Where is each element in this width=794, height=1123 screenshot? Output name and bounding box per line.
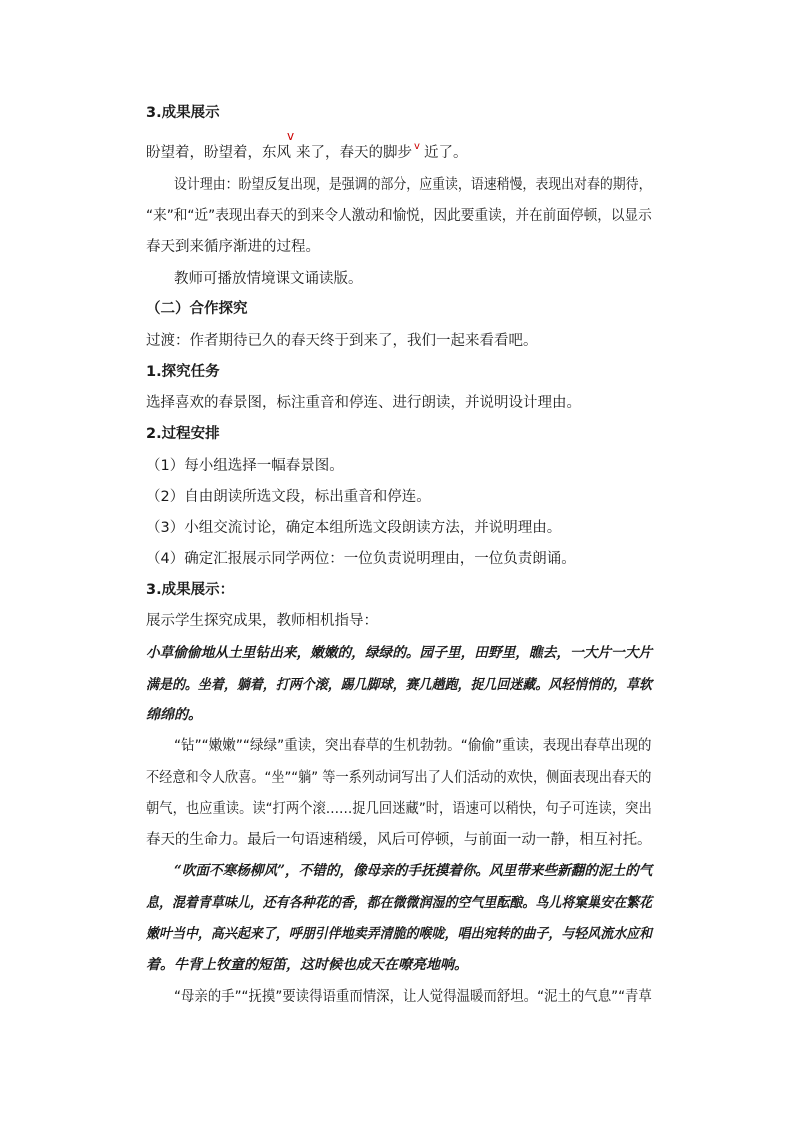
results-heading: 3.成果展示： — [146, 582, 235, 598]
sentence-part-a: 盼望着，盼望着，东风 — [146, 145, 291, 161]
analysis-line: 春天的生命力。最后一句语速稍缓，风后可停顿，与前面一动一静，相互衬托。 — [146, 832, 652, 848]
quote-text-line: 息，混着青草味儿，还有各种花的香，都在微微润湿的空气里酝酿。鸟儿将窠巢安在繁花 — [146, 895, 653, 911]
quote-text-line: “吹面不寒杨柳风”，不错的，像母亲的手抚摸着你。风里带来些新翻的泥土的气 — [174, 863, 653, 879]
analysis-line: “母亲的手”“抚摸”要读得语重而情深，让人觉得温暖而舒坦。“泥土的气息”“青草 — [174, 989, 652, 1005]
quote-text-line: 嫩叶当中，高兴起来了，呼朋引伴地卖弄清脆的喉咙，唱出宛转的曲子，与轻风流水应和 — [146, 926, 653, 942]
process-step: （2）自由朗读所选文段，标出重音和停连。 — [146, 489, 431, 505]
task-text: 选择喜欢的春景图，标注重音和停连、进行朗读，并说明设计理由。 — [146, 395, 581, 411]
analysis-line: “钻”“嫩嫩”“绿绿”重读，突出春草的生机勃勃。“偷偷”重读，表现出春草出现的 — [174, 738, 652, 754]
design-reason-line: 春天到来循序渐进的过程。 — [146, 239, 320, 255]
process-heading: 2.过程安排 — [146, 426, 220, 442]
results-intro: 展示学生探究成果，教师相机指导： — [146, 613, 378, 629]
section-heading-cooperative: （二）合作探究 — [146, 301, 248, 317]
process-step: （3）小组交流讨论，确定本组所选文段朗读方法，并说明理由。 — [146, 520, 562, 536]
task-heading: 1.探究任务 — [146, 364, 220, 380]
quote-text-line: 满是的。坐着，躺着，打两个滚，踢几脚球，赛几趟跑，捉几回迷藏。风轻悄悄的，草软 — [146, 677, 653, 693]
transition-text: 过渡：作者期待已久的春天终于到来了，我们一起来看看吧。 — [146, 333, 538, 349]
analysis-line: 朝气，也应重读。读“打两个滚……捉几回迷藏”时，语速可以稍快，句子可连读，突出 — [146, 801, 652, 817]
process-step: （1）每小组选择一幅春景图。 — [146, 458, 344, 474]
sentence-part-b: 来了，春天的脚步 — [296, 145, 412, 161]
design-reason-line: 设计理由：盼望反复出现，是强调的部分，应重读，语速稍慢，表现出对春的期待， — [174, 177, 652, 193]
section-heading-results: 3.成果展示 — [146, 105, 220, 121]
design-reason-line: “来”和“近”表现出春天的到来令人激动和愉悦，因此要重读，并在前面停顿，以显示 — [146, 208, 652, 224]
quote-text-line: 小草偷偷地从土里钻出来，嫩嫩的，绿绿的。园子里，田野里，瞧去，一大片一大片 — [146, 645, 653, 661]
pause-mark: v — [414, 141, 420, 152]
teacher-note: 教师可播放情境课文诵读版。 — [174, 271, 363, 287]
quote-text-line: 着。牛背上牧童的短笛，这时候也成天在嘹亮地响。 — [146, 957, 468, 973]
quote-text-line: 绵绵的。 — [146, 707, 202, 723]
analysis-line: 不经意和令人欣喜。“坐”“躺” 等一系列动词写出了人们活动的欢快，侧面表现出春天的 — [146, 770, 652, 786]
pause-mark: v — [287, 129, 295, 143]
sentence-part-c: 近了。 — [424, 145, 468, 161]
process-step: （4）确定汇报展示同学两位：一位负责说明理由，一位负责朗诵。 — [146, 551, 576, 567]
